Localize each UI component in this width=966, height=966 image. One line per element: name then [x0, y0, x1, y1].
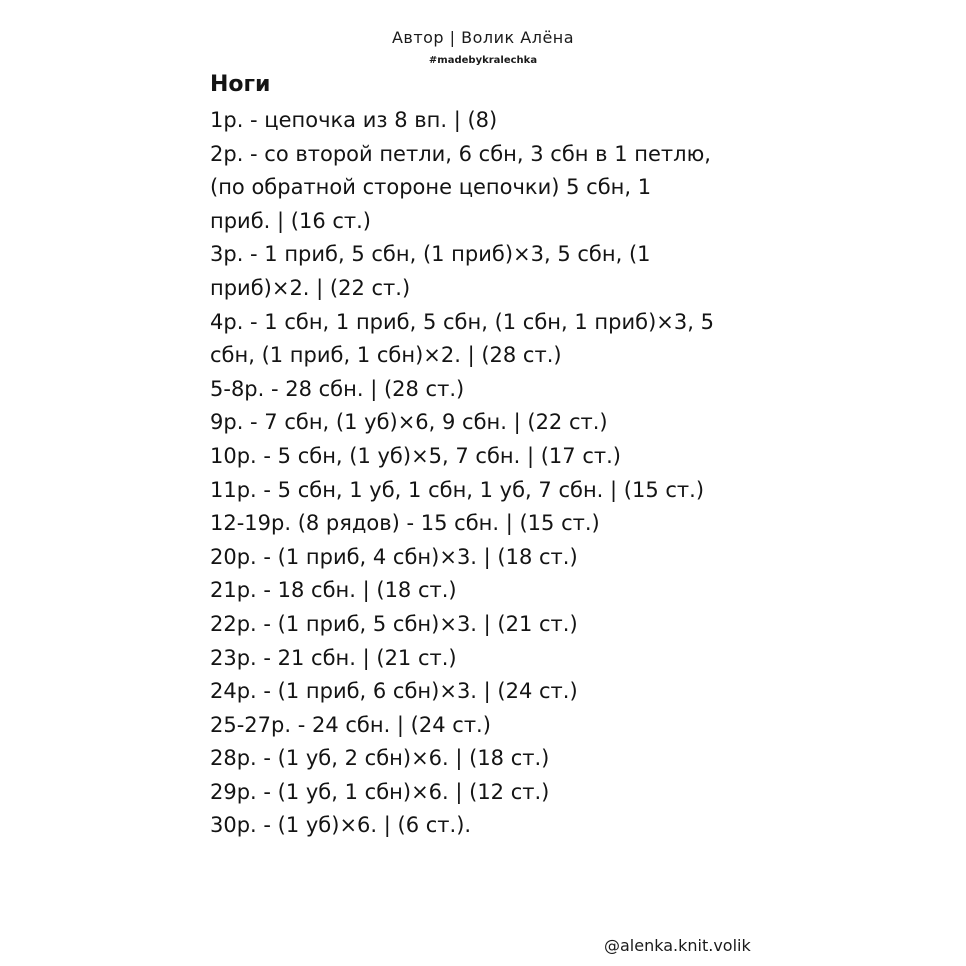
pattern-row: 21р. - 18 сбн. | (18 ст.): [210, 578, 457, 603]
pattern-row: 30р. - (1 уб)×6. | (6 ст.).: [210, 813, 472, 838]
pattern-row: 24р. - (1 приб, 6 сбн)×3. | (24 ст.): [210, 679, 578, 704]
pattern-row: приб. | (16 ст.): [210, 208, 371, 233]
pattern-row: 3р. - 1 приб, 5 сбн, (1 приб)×3, 5 сбн, (1: [210, 242, 651, 267]
pattern-row: 2р. - со второй петли, 6 сбн, 3 сбн в 1 петлю,: [210, 141, 711, 166]
pattern-row: 20р. - (1 приб, 4 сбн)×3. | (18 ст.): [210, 544, 578, 569]
pattern-row: 28р. - (1 уб, 2 сбн)×6. | (18 ст.): [210, 746, 550, 771]
pattern-row: 22р. - (1 приб, 5 сбн)×3. | (21 ст.): [210, 611, 578, 636]
pattern-row: 12-19р. (8 рядов) - 15 сбн. | (15 ст.): [210, 511, 600, 536]
pattern-row: 5-8р. - 28 сбн. | (28 ст.): [210, 376, 465, 401]
pattern-row: приб)×2. | (22 ст.): [210, 275, 411, 300]
pattern-rows: [210, 104, 770, 843]
pattern-row: 9р. - 7 сбн, (1 уб)×6, 9 сбн. | (22 ст.): [210, 410, 608, 435]
pattern-row: 29р. - (1 уб, 1 сбн)×6. | (12 ст.): [210, 779, 550, 804]
author-handle: @alenka.knit.volik: [604, 936, 751, 955]
pattern-row: 25-27р. - 24 сбн. | (24 ст.): [210, 712, 491, 737]
hashtag: #madebykralechka: [428, 55, 538, 66]
author-header: Автор | Волик Алёна: [391, 28, 575, 47]
pattern-row: 23р. - 21 сбн. | (21 ст.): [210, 645, 457, 670]
pattern-row: 11р. - 5 сбн, 1 уб, 1 сбн, 1 уб, 7 сбн. | (15 ст.): [210, 477, 705, 502]
pattern-row: 1р. - цепочка из 8 вп. | (8): [210, 108, 498, 132]
pattern-row: 10р. - 5 сбн, (1 уб)×5, 7 сбн. | (17 ст.): [210, 443, 621, 468]
pattern-row: сбн, (1 приб, 1 сбн)×2. | (28 ст.): [210, 343, 562, 368]
pattern-row: (по обратной стороне цепочки) 5 сбн, 1: [210, 175, 652, 200]
section-title: Ноги: [210, 72, 271, 97]
pattern-row: 4р. - 1 сбн, 1 приб, 5 сбн, (1 сбн, 1 приб)×3, 5: [210, 309, 714, 334]
